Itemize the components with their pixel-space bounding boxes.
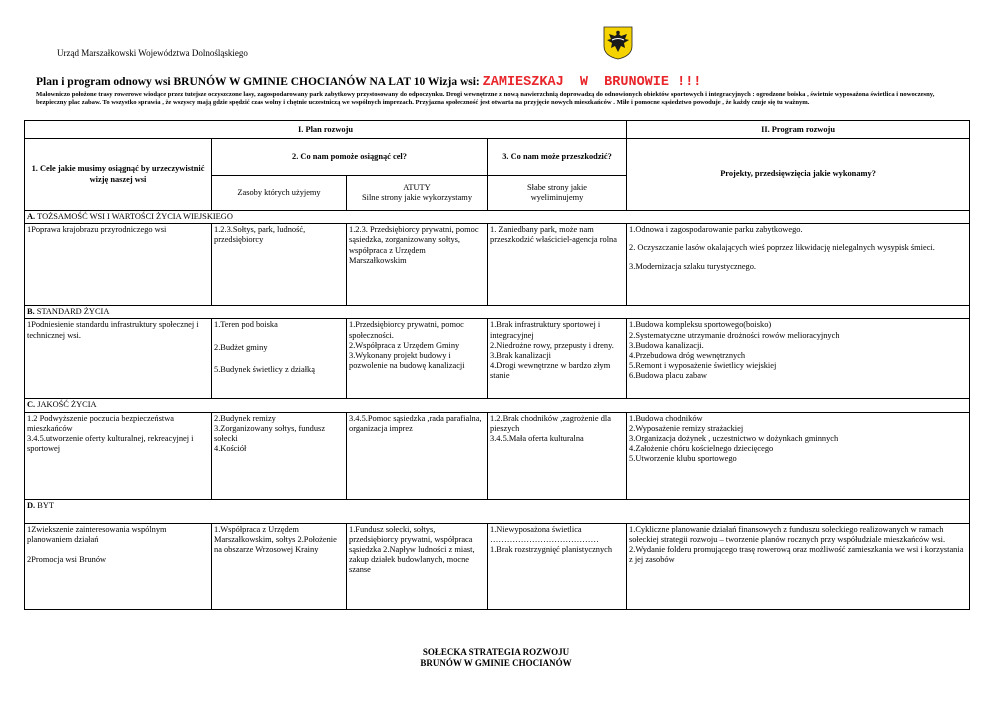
category-a bbox=[25, 211, 970, 224]
header-strengths-subtitle: Silne strony jakie wykorzystamy bbox=[361, 193, 473, 202]
category-c bbox=[25, 399, 970, 412]
category-c-text: JAKOŚĆ ŻYCIA bbox=[35, 400, 97, 410]
strategy-table bbox=[24, 120, 970, 610]
row-a-project-1: 1.Odnowa i zagospodarowanie parku zabytkowego. bbox=[629, 225, 803, 235]
header-obstacles: 3. Co nam może przeszkodzić? bbox=[488, 139, 627, 176]
row-d-strengths: 1.Fundusz sołecki, sołtys, przedsiębiorcy prywatni, współpraca sąsiedzka 2.Napływ ludności z miast, zakup działek budowlanych, mocne szanse bbox=[347, 523, 488, 609]
row-b-weakness-3: 3.Brak kanalizacji bbox=[490, 351, 551, 361]
category-b-text: STANDARD ŻYCIA bbox=[34, 307, 110, 317]
row-c-resource-1: 2.Budynek remizy bbox=[214, 413, 276, 423]
row-b-project-5: 5.Remont i wyposażenie świetlicy wiejskiej bbox=[629, 361, 777, 371]
village-vision: ZAMIESZKAJ W BRUNOWIE !!! bbox=[482, 75, 702, 90]
header-strengths-title: ATUTY bbox=[403, 182, 431, 192]
row-d-weakness-2: 1.Brak rozstrzygnięć planistycznych bbox=[490, 545, 613, 555]
row-b-resource-1: 1.Teren pod boiska bbox=[214, 320, 278, 330]
section-program-title: II. Program rozwoju bbox=[627, 121, 970, 139]
row-d-projects bbox=[627, 523, 970, 609]
row-d-goal-1: 1Zwiekszenie zainteresowania wspólnym planowaniem działań bbox=[27, 524, 167, 544]
row-c-resource-3: 4.Kościół bbox=[214, 444, 247, 454]
footer-line-2: BRUNÓW W GMINIE CHOCIANÓW bbox=[420, 658, 572, 668]
header-helps: 2. Co nam pomoże osiągnąć cel? bbox=[212, 139, 488, 176]
footer-line-1: SOŁECKA STRATEGIA ROZWOJU bbox=[422, 647, 570, 657]
row-d-resources: 1.Współpraca z Urzędem Marszałkowskim, sołtys 2.Położenie na obszarze Wrzosowej Krainy bbox=[212, 523, 347, 609]
row-c-project-1: 1.Budowa chodników bbox=[629, 413, 703, 423]
category-d-letter: D. bbox=[27, 500, 36, 510]
row-b-resource-2: 2.Budżet gminy bbox=[214, 342, 268, 352]
row-c-resources bbox=[212, 412, 347, 499]
row-c-projects bbox=[627, 412, 970, 499]
row-b-strength-1: 1.Przedsiębiorcy prywatni, pomoc społeczności. bbox=[349, 320, 464, 340]
section-plan-title: I. Plan rozwoju bbox=[25, 121, 627, 139]
row-a-resources: 1.2.3.Sołtys, park, ludność, przedsiębiorcy bbox=[212, 224, 347, 306]
row-c-resource-2: 3.Zorganizowany sołtys, fundusz sołecki bbox=[214, 423, 326, 444]
header-goals: 1. Cele jakie musimy osiągnąć by urzeczywistnić wizję naszej wsi bbox=[25, 139, 212, 211]
row-b-weakness-4: 4.Drogi wewnętrzne w bardzo złym stanie bbox=[490, 361, 611, 381]
row-b-project-2: 2.Systematyczne utrzymanie drożności rowów melioracyjnych bbox=[629, 330, 840, 340]
row-a-strengths: 1.2.3. Przedsiębiorcy prywatni, pomoc sąsiedzka, zorganizowany sołtys, współpraca z Urzędem Marszałkowskim bbox=[347, 224, 488, 306]
row-b-goal: 1Podniesienie standardu infrastruktury społecznej i technicznej wsi. bbox=[25, 319, 212, 399]
header-weaknesses-line1: Słabe strony jakie bbox=[527, 182, 588, 192]
row-c-weakness-2: 3.4.5.Mała oferta kulturalna bbox=[490, 434, 584, 444]
row-b-strength-3: 3.Wykonany projekt budowy i pozwolenie na budowę kanalizacji bbox=[349, 351, 465, 371]
header-strengths bbox=[347, 176, 488, 211]
row-d-weaknesses bbox=[488, 523, 627, 609]
row-b-project-6: 6.Budowa placu zabaw bbox=[629, 371, 707, 381]
row-c-project-4: 4.Założenie chóru kościelnego dziecięcego bbox=[629, 444, 774, 454]
category-b-letter: B. bbox=[27, 307, 35, 317]
row-c-project-2: 2.Wyposażenie remizy strażackiej bbox=[629, 423, 744, 433]
row-c-goals bbox=[25, 412, 212, 499]
row-d-weakness-1: 1.Niewyposażona świetlica bbox=[490, 524, 582, 534]
category-b bbox=[25, 306, 970, 319]
row-b-project-4: 4.Przebudowa dróg wewnętrznych bbox=[629, 351, 746, 361]
row-c-goal-2: 3.4.5.utworzenie oferty kulturalnej, rekreacyjnej i sportowej bbox=[27, 434, 194, 454]
row-a-goal: 1Poprawa krajobrazu przyrodniczego wsi bbox=[25, 224, 212, 306]
row-b-projects bbox=[627, 319, 970, 399]
header-projects: Projekty, przedsięwzięcia jakie wykonamy? bbox=[627, 139, 970, 211]
category-a-letter: A. bbox=[27, 212, 36, 221]
vision-description: Malowniczo położone trasy rowerowe wiodące przez tutejsze oczyszczone lasy, zagospodarowany park zabytkowy przystosowany do odpoczynku. Drogi wewnętrzne z nową nawierzchnią doprowadzą do odnowionych obiektów sportowych i integracyjnych : ogrodzone boiska , świetnie wyposażona świetlica i nowoczesny, bezpieczny plac zabaw. To wszystko sprawia , że wszyscy mają gdzie spędzić czas wolny i chętnie uczestniczą we wspólnych imprezach. Przyjazna społeczność jest otwarta na przyjęcie nowych mieszkańców . Miłe i pomocne sąsiedztwo powoduje , że każdy czuje się tu ważnym. bbox=[36, 91, 935, 107]
office-name: Urząd Marszałkowski Województwa Dolnośląskiego bbox=[57, 48, 248, 58]
header-weaknesses bbox=[488, 176, 627, 211]
row-b-weakness-2: 2.Niedrożne rowy, przepusty i dreny. bbox=[490, 340, 614, 350]
footer bbox=[0, 647, 992, 669]
row-b-resource-3: 5.Budynek świetlicy z działką bbox=[214, 364, 315, 374]
title-prefix: Plan i program odnowy wsi BRUNÓW W GMINIE CHOCIANÓW NA LAT 10 Wizja wsi: bbox=[36, 76, 483, 88]
row-a-project-3: 3.Modernizacja szlaku turystycznego. bbox=[629, 261, 757, 271]
row-d-goals bbox=[25, 523, 212, 609]
row-a-projects bbox=[627, 224, 970, 306]
row-c-weakness-1: 1.2.Brak chodników ,zagrożenie dla pieszych bbox=[490, 413, 611, 433]
category-d-text: BYT bbox=[35, 500, 54, 510]
header-weaknesses-line2: wyeliminujemy bbox=[530, 193, 584, 202]
row-d-goal-2: 2Promocja wsi Brunów bbox=[27, 555, 107, 565]
row-b-weakness-1: 1.Brak infrastruktury sportowej i integracyjnej bbox=[490, 320, 601, 340]
row-b-project-3: 3.Budowa kanalizacji. bbox=[629, 340, 704, 350]
row-c-strengths: 3.4.5.Pomoc sąsiedzka ,rada parafialna, organizacja imprez bbox=[347, 412, 488, 499]
row-d-weakness-dots: ………………………………… bbox=[490, 534, 599, 544]
category-c-letter: C. bbox=[27, 400, 36, 410]
row-d-project-1: 1.Cykliczne planowanie działań finansowych z funduszu sołeckiego realizowanych w ramach sołeckiej strategii rozwoju – tworzenie planów rocznych przy współudziale mieszkańców wsi. bbox=[629, 524, 946, 544]
row-a-weaknesses: 1. Zaniedbany park, może nam przeszkodzić właściciel-agencja rolna bbox=[488, 224, 627, 306]
row-b-resources bbox=[212, 319, 347, 399]
category-a-text: TOŻSAMOŚĆ WSI I WARTOŚCI ŻYCIA WIEJSKIEGO bbox=[35, 212, 233, 221]
category-d bbox=[25, 499, 970, 523]
row-a-project-2: 2. Oczyszczanie lasów okalających wieś poprzez likwidację nielegalnych wysypisk śmieci. bbox=[629, 243, 935, 253]
row-b-project-1: 1.Budowa kompleksu sportowego(boisko) bbox=[629, 320, 772, 330]
row-b-strength-2: 2.Współpraca z Urzędem Gminy bbox=[349, 340, 460, 350]
row-c-project-3: 3.Organizacja dożynek , uczestnictwo w dożynkach gminnych bbox=[629, 434, 839, 444]
row-c-project-5: 5.Utworzenie klubu sportowego bbox=[629, 454, 737, 464]
row-d-project-2: 2.Wydanie folderu promującego trasę rowerową oraz możliwość zamieszkania we wsi i korzystania z jej zasobów bbox=[629, 545, 964, 565]
row-c-goal-1: 1.2 Podwyższenie poczucia bezpieczeństwa mieszkańców bbox=[27, 413, 174, 433]
row-c-weaknesses bbox=[488, 412, 627, 499]
row-b-weaknesses bbox=[488, 319, 627, 399]
eagle-crest-icon bbox=[603, 26, 633, 60]
row-b-strengths bbox=[347, 319, 488, 399]
header-resources: Zasoby których użyjemy bbox=[212, 176, 347, 211]
document-title bbox=[36, 75, 701, 90]
